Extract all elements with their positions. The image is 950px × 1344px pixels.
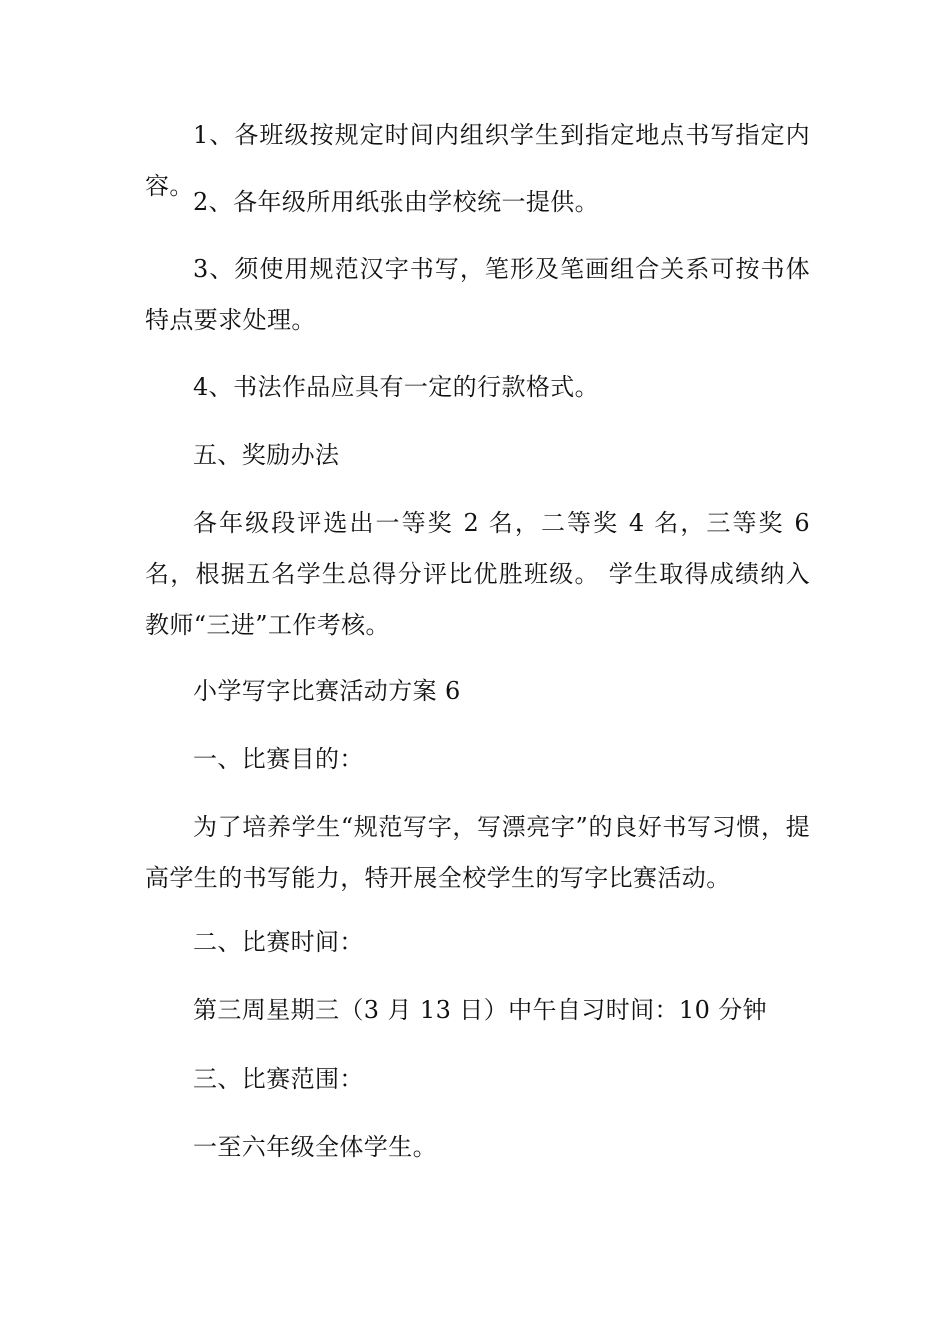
section-heading-time: 二、比赛时间： [193, 928, 364, 956]
paragraph-scope: 一至六年级全体学生。 [193, 1133, 437, 1161]
section-heading-purpose: 一、比赛目的： [193, 745, 364, 773]
document-subtitle: 小学写字比赛活动方案 6 [193, 677, 461, 705]
paragraph-rule-2: 2、各年级所用纸张由学校统一提供。 [193, 188, 600, 216]
paragraph-time: 第三周星期三（3 月 13 日）中午自习时间：10 分钟 [193, 996, 768, 1024]
paragraph-purpose: 为了培养学生“规范写字，写漂亮字”的良好书写习惯，提高学生的书写能力，特开展全校学生的写字比赛活动。 [145, 813, 810, 892]
paragraph-rewards: 各年级段评选出一等奖 2 名，二等奖 4 名，三等奖 6 名，根据五名学生总得分评比优胜班级。 学生取得成绩纳入教师“三进”工作考核。 [145, 509, 810, 639]
paragraph-rule-3: 3、须使用规范汉字书写，笔形及笔画组合关系可按书体特点要求处理。 [145, 255, 810, 334]
paragraph-rule-1: 1、各班级按规定时间内组织学生到指定地点书写指定内容。 [145, 121, 810, 200]
paragraph-rule-4: 4、书法作品应具有一定的行款格式。 [193, 373, 600, 401]
section-heading-scope: 三、比赛范围： [193, 1065, 364, 1093]
section-heading-rewards: 五、奖励办法 [193, 441, 340, 469]
